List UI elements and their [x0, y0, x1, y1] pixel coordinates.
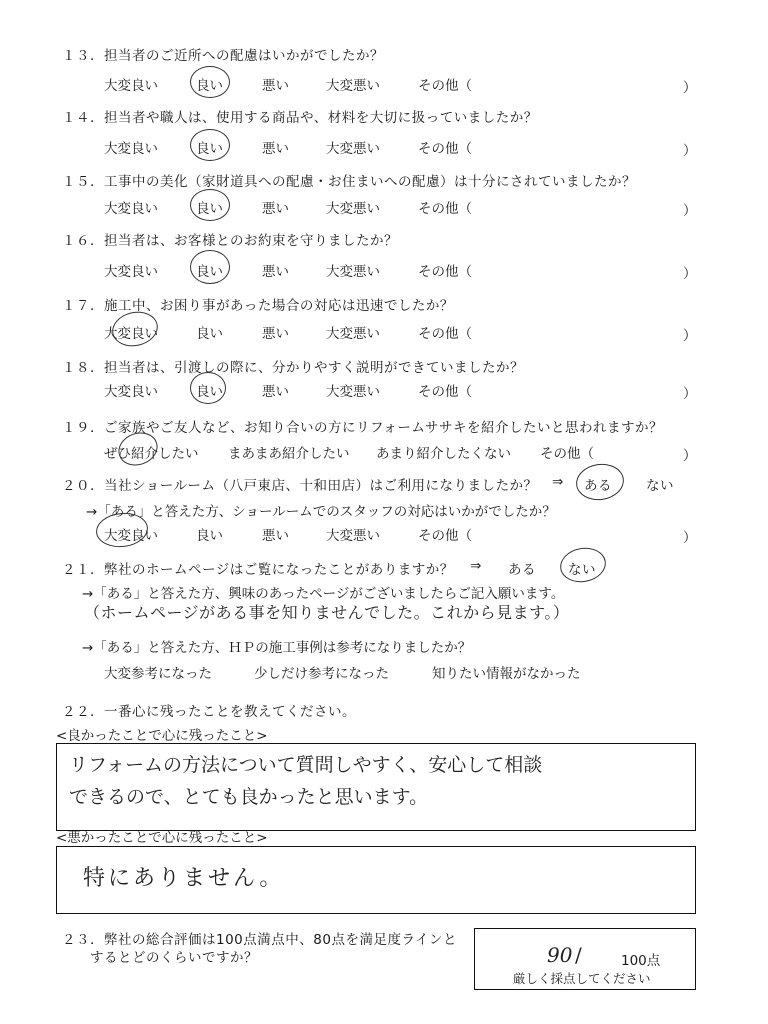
good-memory-label: <良かったことで心に残ったこと> [56, 728, 268, 744]
option-bad[interactable]: 悪い [262, 78, 289, 94]
option-not-much[interactable]: あまり紹介したくない [376, 446, 511, 462]
handwritten-answer: 特にありません。 [83, 866, 285, 891]
scoring-note: 厳しく採点してください [513, 971, 651, 986]
option-other[interactable]: その他（ [418, 141, 472, 157]
option-definitely[interactable]: ぜひ紹介したい [104, 446, 199, 462]
option-good[interactable]: 良い [196, 264, 223, 280]
option-very-useful[interactable]: 大変参考になった [104, 666, 212, 682]
question-text-line1: ２３．弊社の総合評価は100点満点中、80点を満足度ラインと [62, 932, 458, 948]
good-memory-box[interactable] [56, 743, 696, 831]
option-very-bad[interactable]: 大変悪い [326, 141, 380, 157]
question-text: １６．担当者は、お客様とのお約束を守りましたか？ [62, 233, 398, 249]
option-very-bad[interactable]: 大変悪い [326, 264, 380, 280]
option-very-good[interactable]: 大変良い [104, 264, 158, 280]
question-text: １５．工事中の美化（家財道具への配慮・お住まいへの配慮）は十分にされていましたか？ [62, 174, 636, 190]
option-no[interactable]: ない [646, 478, 674, 494]
question-text: ２１．弊社のホームページはご覧になったことがありますか？ [62, 562, 454, 578]
max-score: 100点 [621, 953, 661, 969]
close-paren: ） [683, 143, 697, 159]
close-paren: ） [683, 530, 697, 546]
option-good[interactable]: 良い [196, 78, 223, 94]
option-other[interactable]: その他（ [418, 528, 472, 544]
option-good[interactable]: 良い [196, 201, 223, 217]
followup-text: →「ある」と答えた方、ショールームでのスタッフの対応はいかがでしたか？ [86, 504, 556, 520]
option-bad[interactable]: 悪い [262, 326, 289, 342]
score-value: 90 [547, 943, 573, 967]
reference-options [0, 662, 768, 682]
option-very-bad[interactable]: 大変悪い [326, 384, 380, 400]
handwritten-answer-line1: リフォームの方法について質問しやすく、安心して相談 [69, 754, 543, 776]
bad-memory-box[interactable] [56, 846, 696, 914]
option-very-bad[interactable]: 大変悪い [326, 201, 380, 217]
option-bad[interactable]: 悪い [262, 201, 289, 217]
rating-options [0, 322, 768, 342]
close-paren: ） [683, 386, 697, 402]
option-bad[interactable]: 悪い [262, 384, 289, 400]
option-very-good[interactable]: 大変良い [104, 78, 158, 94]
option-other[interactable]: その他（ [418, 201, 472, 217]
option-very-good[interactable]: 大変良い [104, 528, 158, 544]
rating-options [0, 74, 768, 94]
option-other[interactable]: その他（ [540, 446, 594, 462]
question-text: １８．担当者は、引渡しの際に、分かりやすく説明ができていましたか？ [62, 360, 524, 376]
followup-text: →「ある」と答えた方、興味のあったページがございましたらご記入願います。 [82, 586, 565, 602]
score-box[interactable] [474, 928, 696, 990]
option-very-good[interactable]: 大変良い [104, 141, 158, 157]
rating-options [0, 197, 768, 217]
handwritten-answer-line2: できるので、とても良かったと思います。 [69, 786, 429, 808]
question-text: １４．担当者や職人は、使用する商品や、材料を大切に扱っていましたか？ [62, 110, 538, 126]
close-paren: ） [683, 448, 697, 464]
score-slash: / [575, 943, 582, 967]
option-very-bad[interactable]: 大変悪い [326, 528, 380, 544]
handwritten-answer: （ホームページがある事を知りませんでした。これから見ます。） [84, 603, 570, 622]
bad-memory-label: <悪かったことで心に残ったこと> [56, 830, 268, 846]
option-not-useful[interactable]: 知りたい情報がなかった [432, 666, 581, 682]
option-other[interactable]: その他（ [418, 384, 472, 400]
question-text: ２２．一番心に残ったことを教えてください。 [62, 704, 356, 720]
option-very-good[interactable]: 大変良い [104, 201, 158, 217]
option-bad[interactable]: 悪い [262, 528, 289, 544]
question-text: ２０．当社ショールーム（八戸東店、十和田店）はご利用になりましたか？ [62, 478, 538, 494]
option-very-good[interactable]: 大変良い [104, 384, 158, 400]
option-somewhat[interactable]: まあまあ紹介したい [228, 446, 350, 462]
option-no[interactable]: ない [568, 562, 596, 578]
option-bad[interactable]: 悪い [262, 264, 289, 280]
arrow-icon: ⇒ [552, 474, 564, 490]
close-paren: ） [683, 203, 697, 219]
close-paren: ） [683, 328, 697, 344]
option-yes[interactable]: ある [584, 478, 612, 494]
rating-options [0, 260, 768, 280]
option-good[interactable]: 良い [196, 141, 223, 157]
option-yes[interactable]: ある [508, 562, 536, 578]
option-other[interactable]: その他（ [418, 78, 472, 94]
option-other[interactable]: その他（ [418, 326, 472, 342]
close-paren: ） [683, 80, 697, 96]
option-very-good[interactable]: 大変良い [104, 326, 158, 342]
arrow-icon: ⇒ [470, 558, 482, 574]
option-slightly-useful[interactable]: 少しだけ参考になった [254, 666, 389, 682]
rating-options [0, 380, 768, 400]
option-good[interactable]: 良い [196, 384, 223, 400]
question-text: １３．担当者のご近所への配慮はいかがでしたか？ [62, 48, 384, 64]
referral-options [0, 442, 768, 462]
close-paren: ） [683, 266, 697, 282]
question-text: １９．ご家族やご友人など、お知り合いの方にリフォームササキを紹介したいと思われますか？ [62, 420, 664, 436]
option-good[interactable]: 良い [196, 528, 223, 544]
rating-options [0, 524, 768, 544]
option-very-bad[interactable]: 大変悪い [326, 78, 380, 94]
option-good[interactable]: 良い [196, 326, 223, 342]
question-text-line2: するとどのくらいですか？ [90, 950, 258, 966]
question-text: １７．施工中、お困り事があった場合の対応は迅速でしたか？ [62, 298, 454, 314]
option-very-bad[interactable]: 大変悪い [326, 326, 380, 342]
option-bad[interactable]: 悪い [262, 141, 289, 157]
followup-text: →「ある」と答えた方、ＨＰの施工事例は参考になりましたか？ [82, 640, 472, 656]
option-other[interactable]: その他（ [418, 264, 472, 280]
rating-options [0, 137, 768, 157]
